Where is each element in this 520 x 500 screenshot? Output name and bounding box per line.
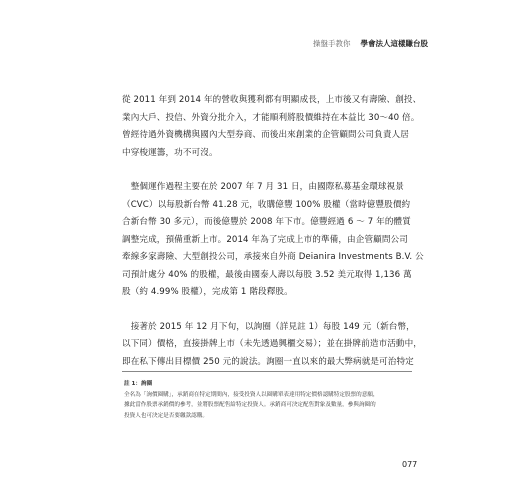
text-line: 整個運作過程主要在於 2007 年 7 月 31 日，由國際私募基金環球視景	[122, 182, 405, 192]
text-line: 業內大戶、投信、外資分批介入，才能順利將股價維持在本益比 30～40 倍。	[122, 112, 420, 123]
footnote-line: 據此當作股票承銷價的參考，並將股票配售給特定投資人。承銷商可決定配售對象及數量，參與詢圈的	[124, 402, 376, 408]
footnote-title: 註 1：詢圈	[124, 381, 153, 387]
text-line: 合新台幣 30 多元），而後億豐於 2008 年下市。億豐經過 6 ～ 7 年的體質	[122, 217, 411, 227]
text-line: 從 2011 年到 2014 年的營收與獲利都有明顯成長，上市後又有壽險、創投、	[122, 95, 422, 105]
text-line: 調整完成，預備重新上市。2014 年為了完成上市的準備，由企管顧問公司	[122, 234, 408, 245]
text-line: 司預計處分 40% 的股權，最後由國泰人壽以每股 3.52 美元取得 1,136 萬	[122, 269, 412, 280]
paragraph-1	[122, 92, 422, 162]
paragraph-3	[122, 319, 422, 372]
text-line: 接著於 2015 年 12 月下旬，以詢圈（詳見註 1）每股 149 元（新台幣，	[122, 321, 415, 332]
text-line: 股（約 4.99% 股權），完成第 1 階段釋股。	[122, 287, 293, 297]
book-title: 學會法人這樣賺台股	[360, 39, 428, 48]
text-line: 即在私下傳出目標價 250 元的說法。詢圈一直以來的最大弊病就是可治特定	[122, 356, 414, 367]
footnote-divider	[122, 371, 412, 372]
text-line: （CVC）以每股新台幣 41.28 元，收購億豐 100% 股權（當時億豐股價約	[122, 199, 411, 210]
footnote-line: 投資人也可決定是否要繳款認購。	[124, 412, 208, 419]
footnote-line: 全名為「詢價圈購」，承銷商在特定期間內，接受投資人以圈購單表達用特定價格認購特定股票的意願，	[124, 391, 379, 398]
series-title: 操盤手教你	[313, 39, 351, 48]
text-line: 以下同）價格，直接掛牌上市（未先透過興櫃交易）；並在掛牌前造市活動中，	[122, 339, 422, 349]
footnote	[124, 379, 414, 421]
text-line: 牽線多家壽險、大型創投公司，承接來自外商 Deianira Investments B.V. 公	[122, 252, 424, 262]
paragraph-2	[122, 179, 422, 302]
text-line: 中穿梭運籌，功不可沒。	[122, 147, 218, 158]
body-text	[122, 92, 422, 388]
running-header	[313, 38, 428, 49]
page-number: 077	[402, 460, 418, 469]
text-line: 曾經待過外資機構與國內大型券商、而後出來創業的企管顧問公司負責人居	[122, 130, 409, 140]
